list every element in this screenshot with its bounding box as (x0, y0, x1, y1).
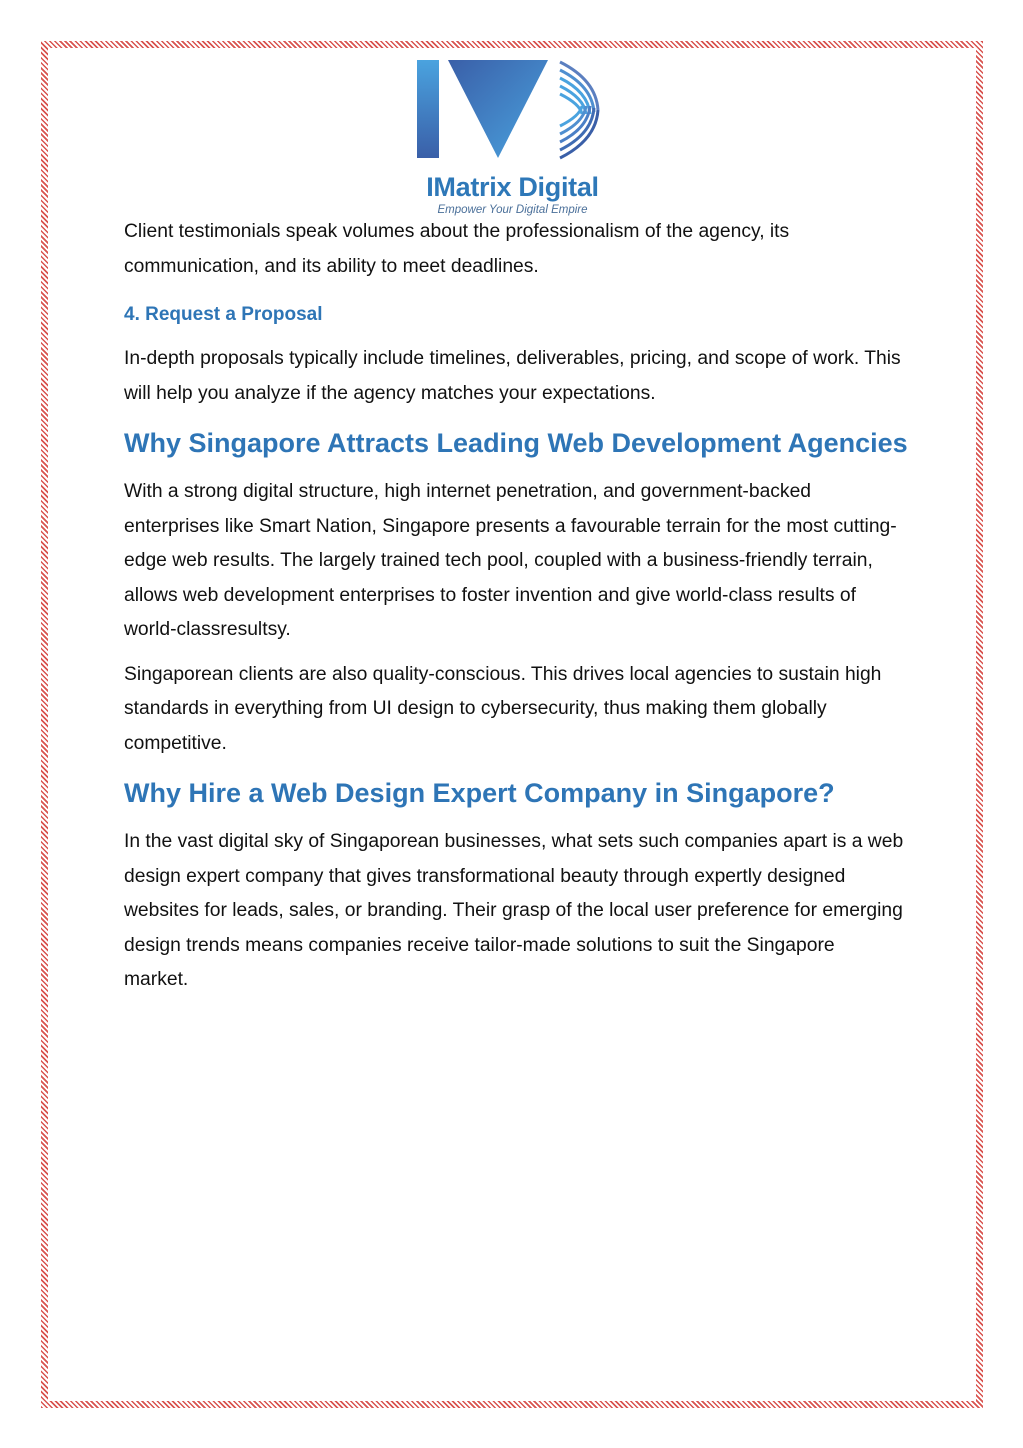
logo-mark-icon (414, 58, 614, 170)
document-body (124, 215, 908, 998)
heading-singapore-attracts: Why Singapore Attracts Leading Web Development Agencies (124, 428, 908, 458)
heading-why-hire: Why Hire a Web Design Expert Company in Singapore? (124, 778, 835, 808)
paragraph-quality-conscious: Singaporean clients are also quality-conscious. This drives local agencies to sustain high standards in everything from UI design to cybersecurity, thus making them globally competitive. (124, 663, 882, 754)
paragraph-proposals: In-depth proposals typically include timelines, deliverables, pricing, and scope of work. This will help you analyze if the agency matches your expectations. (124, 348, 901, 404)
logo-company-name: IMatrix Digital (426, 172, 599, 202)
subheading-request-proposal: 4. Request a Proposal (124, 304, 323, 325)
logo-tagline: Empower Your Digital Empire (437, 204, 588, 216)
paragraph-testimonials: Client testimonials speak volumes about the professionalism of the agency, its communication, and its ability to meet deadlines. (124, 221, 790, 277)
company-logo (400, 58, 625, 218)
paragraph-vast-digital-sky: In the vast digital sky of Singaporean businesses, what sets such companies apart is a web design expert company that gives transformational beauty through expertly designed websites for leads, sales, or branding. Their grasp of the local user preference for emerging design trends means companies receive tailor-made solutions to suit the Singapore market. (124, 831, 904, 990)
paragraph-digital-structure: With a strong digital structure, high internet penetration, and government-backed enterprises like Smart Nation, Singapore presents a favourable terrain for the most cutting-edge web results. The largely trained tech pool, coupled with a business-friendly terrain, allows web development enterprises to foster invention and give world-class results of world-classresultsy. (124, 481, 897, 640)
